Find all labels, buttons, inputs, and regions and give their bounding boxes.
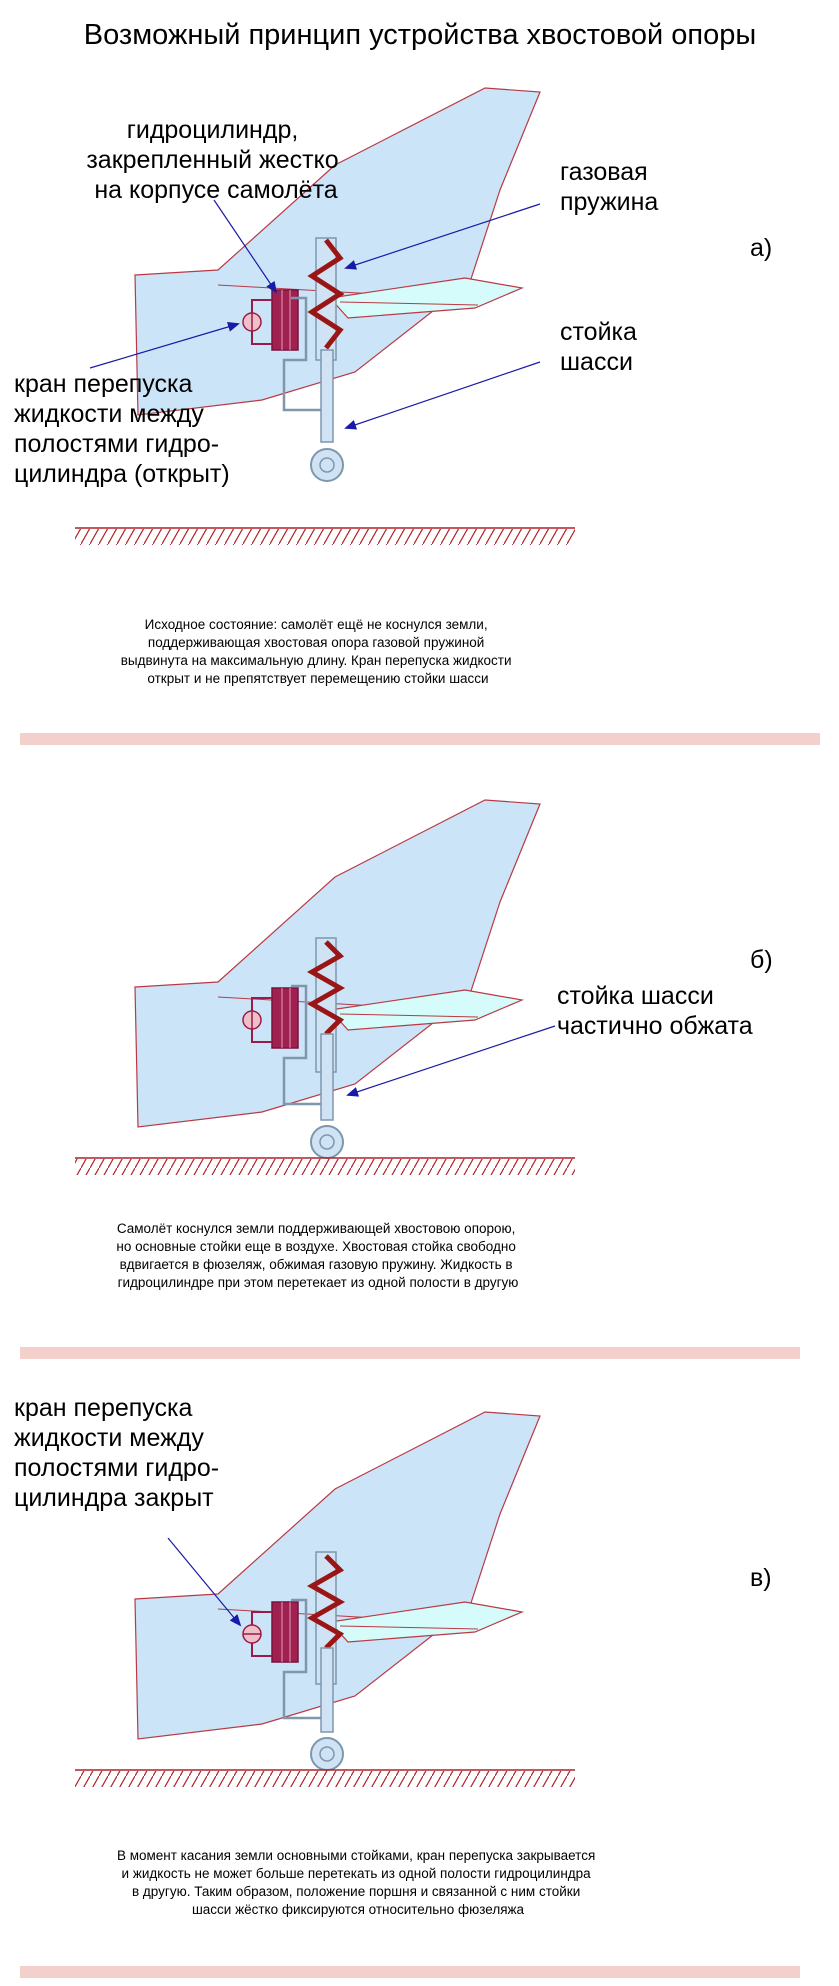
page-title: Возможный принцип устройства хвостовой опоры xyxy=(83,19,757,51)
ground-hatch xyxy=(75,1159,575,1175)
tail-wheel-icon xyxy=(311,1126,343,1158)
ground-hatch xyxy=(75,1771,575,1787)
label-bypass-valve: кран перепуска жидкости между полостями гидро- цилиндра (открыт) xyxy=(14,370,230,488)
panel-letter-b: б) xyxy=(750,946,773,974)
caption-a: Исходное состояние: самолёт ещё не коснулся земли, поддерживающая хвостовая опора газовой пружиной выдвинута на максимальную длину. Кран перепуска жидкости открыт и не препятствует перемещению стойки шасси xyxy=(120,617,512,686)
label-cylinder: гидроцилиндр, закрепленный жестко на корпусе самолёта xyxy=(86,116,339,204)
landing-strut xyxy=(321,350,333,442)
section-separator xyxy=(20,1966,800,1978)
tail-wheel-icon xyxy=(311,1738,343,1770)
fuselage-tail xyxy=(135,800,540,1127)
landing-strut xyxy=(321,1648,333,1732)
panel-c xyxy=(14,1394,800,1978)
panel-a xyxy=(14,88,820,745)
panel-b xyxy=(20,800,800,1359)
landing-strut xyxy=(321,1034,333,1120)
caption-b: Самолёт коснулся земли поддерживающей хвостовою опорою, но основные стойки еще в воздухе. Хвостовая стойка свободно вдвигается в фюзеляж, обжимая газовую пружину. Жидкость в гидроцилиндре при этом перетекает из одной полости в другую xyxy=(116,1221,519,1290)
tail-wheel-icon xyxy=(311,449,343,481)
tail-assembly-b xyxy=(135,800,540,1158)
hydraulic-cylinder xyxy=(272,1602,298,1662)
section-separator xyxy=(20,1347,800,1359)
label-strut: стойка шасси xyxy=(560,318,637,376)
hydraulic-cylinder xyxy=(272,988,298,1048)
section-separator xyxy=(20,733,820,745)
panel-letter-a: а) xyxy=(750,234,773,262)
arrow-strut xyxy=(346,362,540,428)
label-bypass-valve-closed: кран перепуска жидкости между полостями гидро- цилиндра закрыт xyxy=(14,1394,220,1512)
label-strut-compressed: стойка шасси частично обжата xyxy=(557,982,753,1040)
caption-c: В момент касания земли основными стойками, кран перепуска закрывается и жидкость не может больше перетекать из одной полости гидроцилиндра в другую. Таким образом, положение поршня и связанной с ним стойки шасси жёстко фиксируются относительно фюзеляжа xyxy=(116,1848,596,1917)
panel-letter-c: в) xyxy=(750,1564,772,1592)
label-gas-spring: газовая пружина xyxy=(560,158,659,216)
ground-hatch xyxy=(75,529,575,545)
